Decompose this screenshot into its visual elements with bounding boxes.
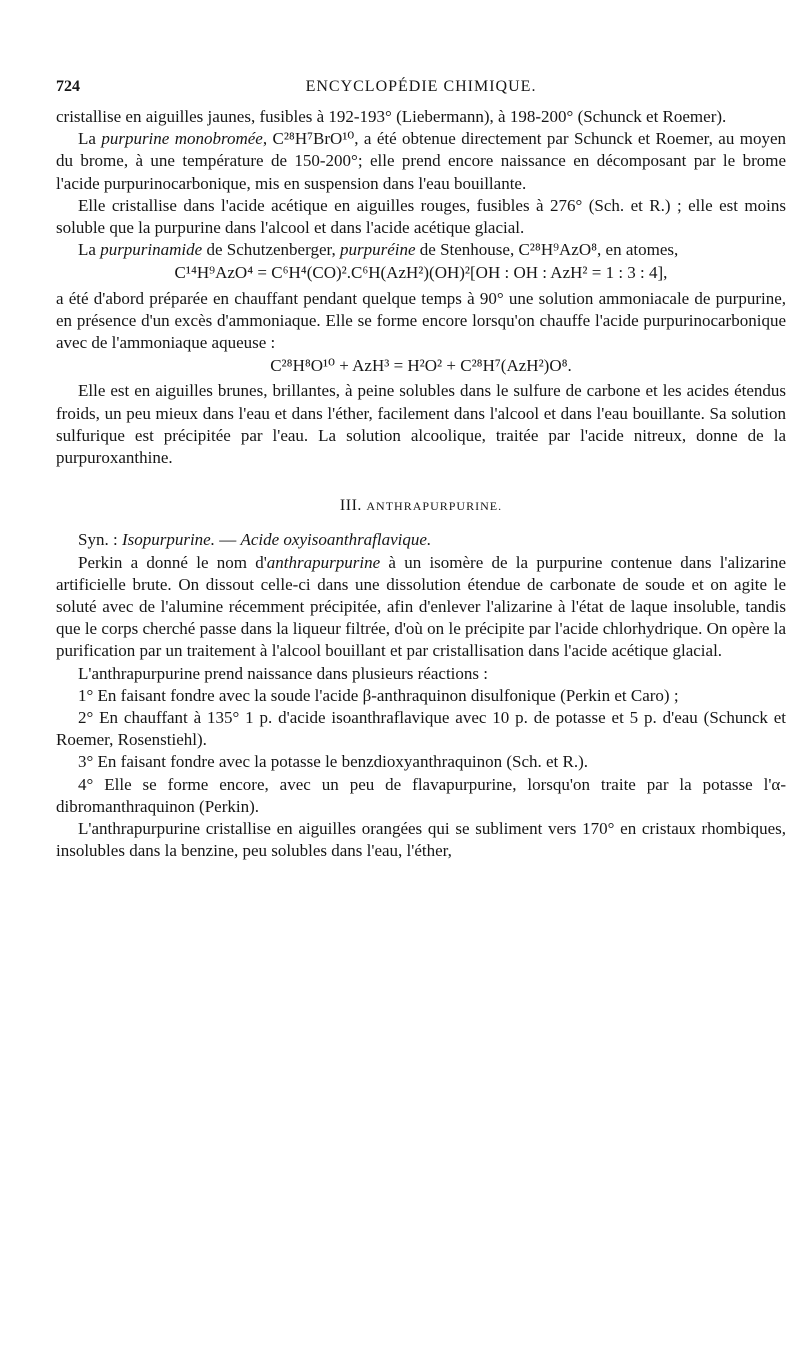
paragraph-synonyms (56, 529, 786, 551)
section-title: ANTHRAPURPURINE. (366, 499, 503, 514)
term-acide-oxyisoanthraflavique: Acide oxyisoanthraflavique. (240, 530, 432, 550)
term-purpurine-monobromee: purpurine monobromée (101, 129, 263, 149)
text-span: à un isomère de la purpurine contenue dans l'alizarine artificielle brute. On dissout celle-ci dans une dissolution étendue de carbonate de soude et on agite le soluté avec de l'alumine récemment précipitée, afin d'enlever l'alizarine à l'état de laque insoluble, tandis que le corps cherché passe dans la liqueur filtrée, d'où on le précipite par l'acide chlorhydrique. On opère la purification par un traitement à l'alcool bouillant et par cristallisation dans l'acide acétique glacial. (56, 552, 786, 661)
text-span: Syn. : (78, 530, 122, 550)
term-anthrapurpurine: anthrapurpurine (266, 552, 381, 572)
paragraph-continuation: cristallise en aiguilles jaunes, fusibles à 192-193° (Liebermann), à 198-200° (Schunck et Roemer). (56, 107, 727, 126)
paragraph-crystals: L'anthrapurpurine cristallise en aiguilles orangées qui se subliment vers 170° en cristaux rhombiques, insolubles dans la benzine, peu solubles dans l'eau, l'éther, (56, 819, 786, 861)
paragraph-crystallisation: Elle cristallise dans l'acide acétique en aiguilles rouges, fusibles à 276° (Sch. et R.) ; elle est moins soluble que la purpurine dans l'alcool et dans l'acide acétique glacial. (56, 195, 786, 238)
paragraph-preparation: a été d'abord préparée en chauffant pendant quelque temps à 90° une solution ammoniacale de purpurine, en présence d'un excès d'ammoniaque. Elle se forme encore lorsqu'on chauffe l'acide purpurinocarbonique avec de l'ammoniaque aqueuse : (56, 288, 786, 353)
page-header (56, 78, 786, 98)
text-span: de Stenhouse, C²⁸H⁹AzO⁸, en atomes, (415, 240, 679, 260)
page-number: 724 (56, 78, 80, 95)
paragraph-reactions-intro: L'anthrapurpurine prend naissance dans plusieurs réactions : (78, 663, 488, 683)
term-purpurinamide: purpurinamide (100, 240, 203, 260)
paragraph-purpurine-monobromee (56, 128, 786, 195)
term-purpureine: purpuréine (339, 240, 416, 260)
formula-reaction: C²⁸H⁸O¹⁰ + AzH³ = H²O² + C²⁸H⁷(AzH²)O⁸. (270, 356, 572, 376)
formula-atomic: C¹⁴H⁹AzO⁴ = C⁶H⁴(CO)².C⁶H(AzH²)(OH)²[OH : OH : AzH² = 1 : 3 : 4], (174, 263, 668, 283)
text-span: — (214, 530, 241, 550)
text-span: , C²⁸H⁷BrO¹⁰, a été obtenue directement par Schunck et Roemer, au moyen du brome, à une température de 150-200°; elle prend encore naissance en décomposant par le brome l'acide purpurinocarbonique, mis en suspension dans l'eau bouillante. (56, 129, 786, 193)
page-body (56, 106, 786, 863)
term-isopurpurine: Isopurpurine. (121, 530, 215, 550)
list-item-reaction-2: 2° En chauffant à 135° 1 p. d'acide isoanthraflavique avec 10 p. de potasse et 5 p. d'eau (Schunck et Roemer, Rosenstiehl). (56, 708, 786, 750)
text-span: La (78, 129, 102, 149)
section-heading (56, 495, 786, 517)
running-title: ENCYCLOPÉDIE CHIMIQUE. (305, 78, 537, 95)
paragraph-purpurinamide (56, 239, 786, 261)
text-span: de Schutzenberger, (202, 240, 340, 260)
section-number: III. (339, 497, 362, 515)
paragraph-properties: Elle est en aiguilles brunes, brillantes, à peine solubles dans le sulfure de carbone et les acides étendus froids, un peu mieux dans l'eau et dans l'éther, facilement dans l'alcool et dans l'eau bouillante. Sa solution sulfurique est précipitée par l'eau. La solution alcoolique, traitée par l'acide nitreux, donne de la purpuroxanthine. (56, 381, 786, 468)
list-item-reaction-3: 3° En faisant fondre avec la potasse le benzdioxyanthraquinon (Sch. et R.). (78, 752, 589, 772)
list-item-reaction-4: 4° Elle se forme encore, avec un peu de flavapurpurine, lorsqu'on traite par la potasse l'α-dibromanthraquinon (Perkin). (56, 774, 786, 816)
list-item-reaction-1: 1° En faisant fondre avec la soude l'acide β-anthraquinon disulfonique (Perkin et Caro) ; (78, 685, 679, 705)
text-span: La (78, 240, 101, 260)
paragraph-perkin (56, 552, 786, 663)
text-span: Perkin a donné le nom d' (78, 552, 267, 572)
